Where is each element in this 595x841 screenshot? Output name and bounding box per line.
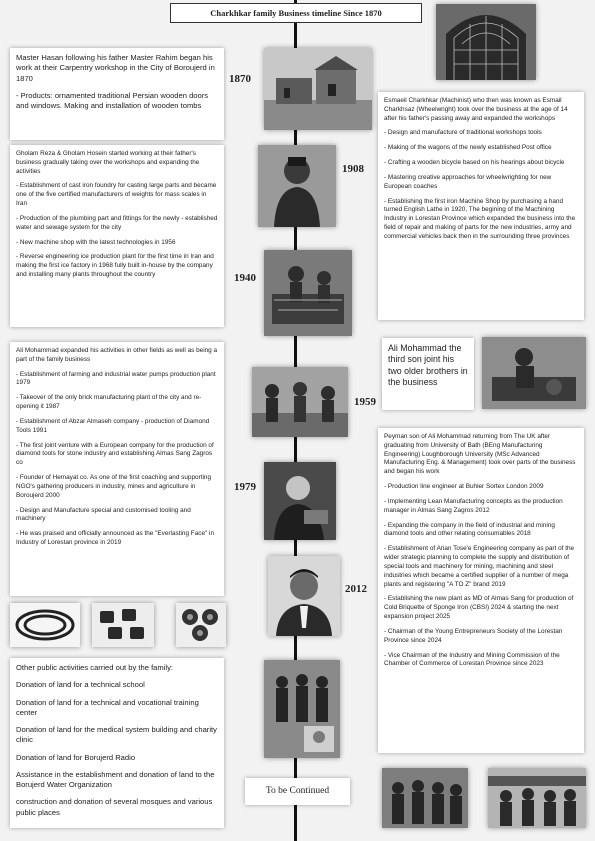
box-1979-line: - Takeover of the only brick manufacturing plant of the city and re-opening it 1987 [16, 394, 202, 411]
diamond-tools-photo [176, 603, 226, 647]
year-label-1959: 1959 [354, 396, 376, 408]
box-1908 [378, 92, 584, 320]
box-1979-line: - Founder of Hemayat co. As one of the first coaching and supporting NGO's gathering producers in industry, mines and agriculture in Boroujerd 2000 [16, 474, 212, 499]
machinist-1959-photo [482, 337, 586, 409]
box-2012-line: - Production line engineer at Buhler Sortex London 2009 [384, 483, 544, 491]
public-activity-line: Other public activities carried out by the family: [16, 663, 174, 672]
box-2012-line: - Implementing Lean Manufacturing concepts as the production manager in Almas Sang Zagros 2012 [384, 497, 563, 514]
public-activity-line: Donation of land for the medical system building and charity clinic [16, 725, 217, 745]
box-1908-line: - Making of the wagons of the newly established Post office [384, 144, 552, 152]
box-1908-line: - Establishing the first iron Machine Shop by purchasing a hand turned English Lathe in 1920, The begining of the Machining Industry in Lorestan Province which expanded the business into the field of repair and making of parts for the new industries, army and commercial vehicles back then in the surrounding three provinces [384, 197, 576, 240]
diamond-wire-photo [10, 603, 80, 647]
box-1870 [10, 48, 224, 140]
brothers-1959-photo [252, 367, 348, 437]
box-1979-line: - Design and Manufacture special and customised tooling and machinery [16, 506, 191, 523]
portrait-1908-photo [258, 145, 336, 227]
box-1940-line: - Reverse engineering ice production plant for the first time in Iran and making the first ice factory in 1968 fully built in-house by the company and installing many plants throughout the country [16, 253, 214, 279]
box-1979-line: - Establishment of farming and industrial water pumps production plant 1979 [16, 370, 216, 387]
speaker-1979-photo [264, 462, 336, 540]
box-1940-line: - Establishment of cast iron foundry for casting large parts and became one of the five certified manufacturers of weights for mass scales in Iran [16, 182, 217, 208]
diamond-beads-photo [92, 603, 154, 647]
year-label-1979: 1979 [234, 481, 256, 493]
year-label-1870: 1870 [229, 73, 251, 85]
box-1870-line: - Products: ornamented traditional Persian wooden doors and windows. Making and installation of wooden tombs [16, 90, 209, 110]
box-1908-line: - Mastering creative approaches for wheelwrighting for new European coaches [384, 173, 552, 190]
box-1940-line: - Production of the plumbing part and fittings for the newly - established water and sewage system for the city [16, 214, 218, 231]
box-1908-line: Esmaeil Charkhkar (Machinist) who then was known as Esmail Charkhsaz (Wheelwright) took over the business at the age of 14 after his father's passing away and expanded the workshops [384, 97, 568, 122]
portrait-2012-photo [268, 556, 340, 636]
year-label-1908: 1908 [342, 163, 364, 175]
box-1908-line: - Crafting a wooden bicycle based on his hearings about bicycle [384, 159, 565, 167]
box-2012-line: - Establishment of Arian Tose'e Engineering company as part of the wider strategic planning to complete the supply and distribution of special tools and machinery for mining, machining and steel industries which became a certified supplier of a number of mega plants and registering "A TO Z" brand 2019 [384, 545, 575, 588]
window-photo [436, 4, 536, 80]
group-photo-1 [382, 768, 468, 828]
old-workshop-photo [264, 48, 372, 130]
public-activity-line: Donation of land for Borujerd Radio [16, 752, 136, 762]
box-1959 [382, 338, 474, 410]
box-1959-line: Ali Mohammad the third son joint his two older brothers in the business [388, 343, 468, 388]
box-1979 [10, 342, 224, 596]
box-1870-line: Master Hasan following his father Master Rahim began his work at their Carpentry workshop in the City of Boroujerd in 1870 [16, 53, 215, 83]
box-2012-line: - Establishing the new plant as MD of Almas Sang for production of Cold Briquette of Sponge Iron (CBSI) 2024 & starting the next expansion project 2025 [384, 595, 574, 621]
box-2012 [378, 428, 584, 753]
public-activity-line: construction and donation of several mosques and various public places [16, 797, 213, 817]
box-1940-line: - New machine shop with the latest technologies in 1956 [16, 238, 176, 246]
box-1940-line: Gholam Reza & Gholam Hosein started working at their father's business gradually taking over the workshops and expanding the activities [16, 150, 200, 175]
award-photo [264, 660, 340, 758]
public-activity-line: Donation of land for a technical and vocational training center [16, 697, 199, 717]
group-photo-2 [488, 768, 586, 828]
box-1940 [10, 145, 224, 327]
public-activity-line: Assistance in the establishment and donation of land to the Borujerd Water Organization [16, 769, 215, 789]
box-2012-line: - Vice Chairman of the Industry and Mining Commission of the Chamber of Commerce of Lorestan Province since 2023 [384, 651, 560, 668]
year-label-1940: 1940 [234, 272, 256, 284]
box-2012-line: - Expanding the company in the field of industrial and mining diamond tools and other relating consumables 2018 [384, 521, 555, 538]
box-2012-line: Peyman son of Ali Mohammad returning from The UK after graduating from University of Bath (BEng Manufacturing Engineering) Loughborough University (MSc Advanced Manufacturing Eng. & Management) took over parts of the business and began his work [384, 433, 576, 476]
box-1908-line: - Design and manufacture of traditional workshops tools [384, 129, 542, 137]
box-2012-line: - Chairman of the Young Entrepreneurs Society of the Lorestan Province since 2024 [384, 627, 563, 644]
box-1979-line: - He was praised and officially announced as the "Everlasting Face" in Industry of Lorestan province in 2019 [16, 530, 215, 547]
to-be-continued-label: To be Continued [245, 778, 350, 805]
workshop-1940-photo [264, 250, 352, 336]
box-1979-line: - Establishment of Abzar Almaseh company - production of Diamond Tools 1991 [16, 417, 210, 434]
year-label-2012: 2012 [345, 583, 367, 595]
box-1979-line: Ali Mohammad expanded his activities in other fields as well as being a part of the family business [16, 347, 218, 363]
page-title: Charkhkar family Business timeline Since 1870 [170, 3, 422, 23]
box-public-activities [10, 658, 224, 828]
box-1979-line: - The first joint venture with a European company for the production of diamond tools for stone industry and establishing Almas Sang Zagros co [16, 441, 214, 467]
public-activity-line: Donation of land for a technical school [16, 680, 145, 690]
